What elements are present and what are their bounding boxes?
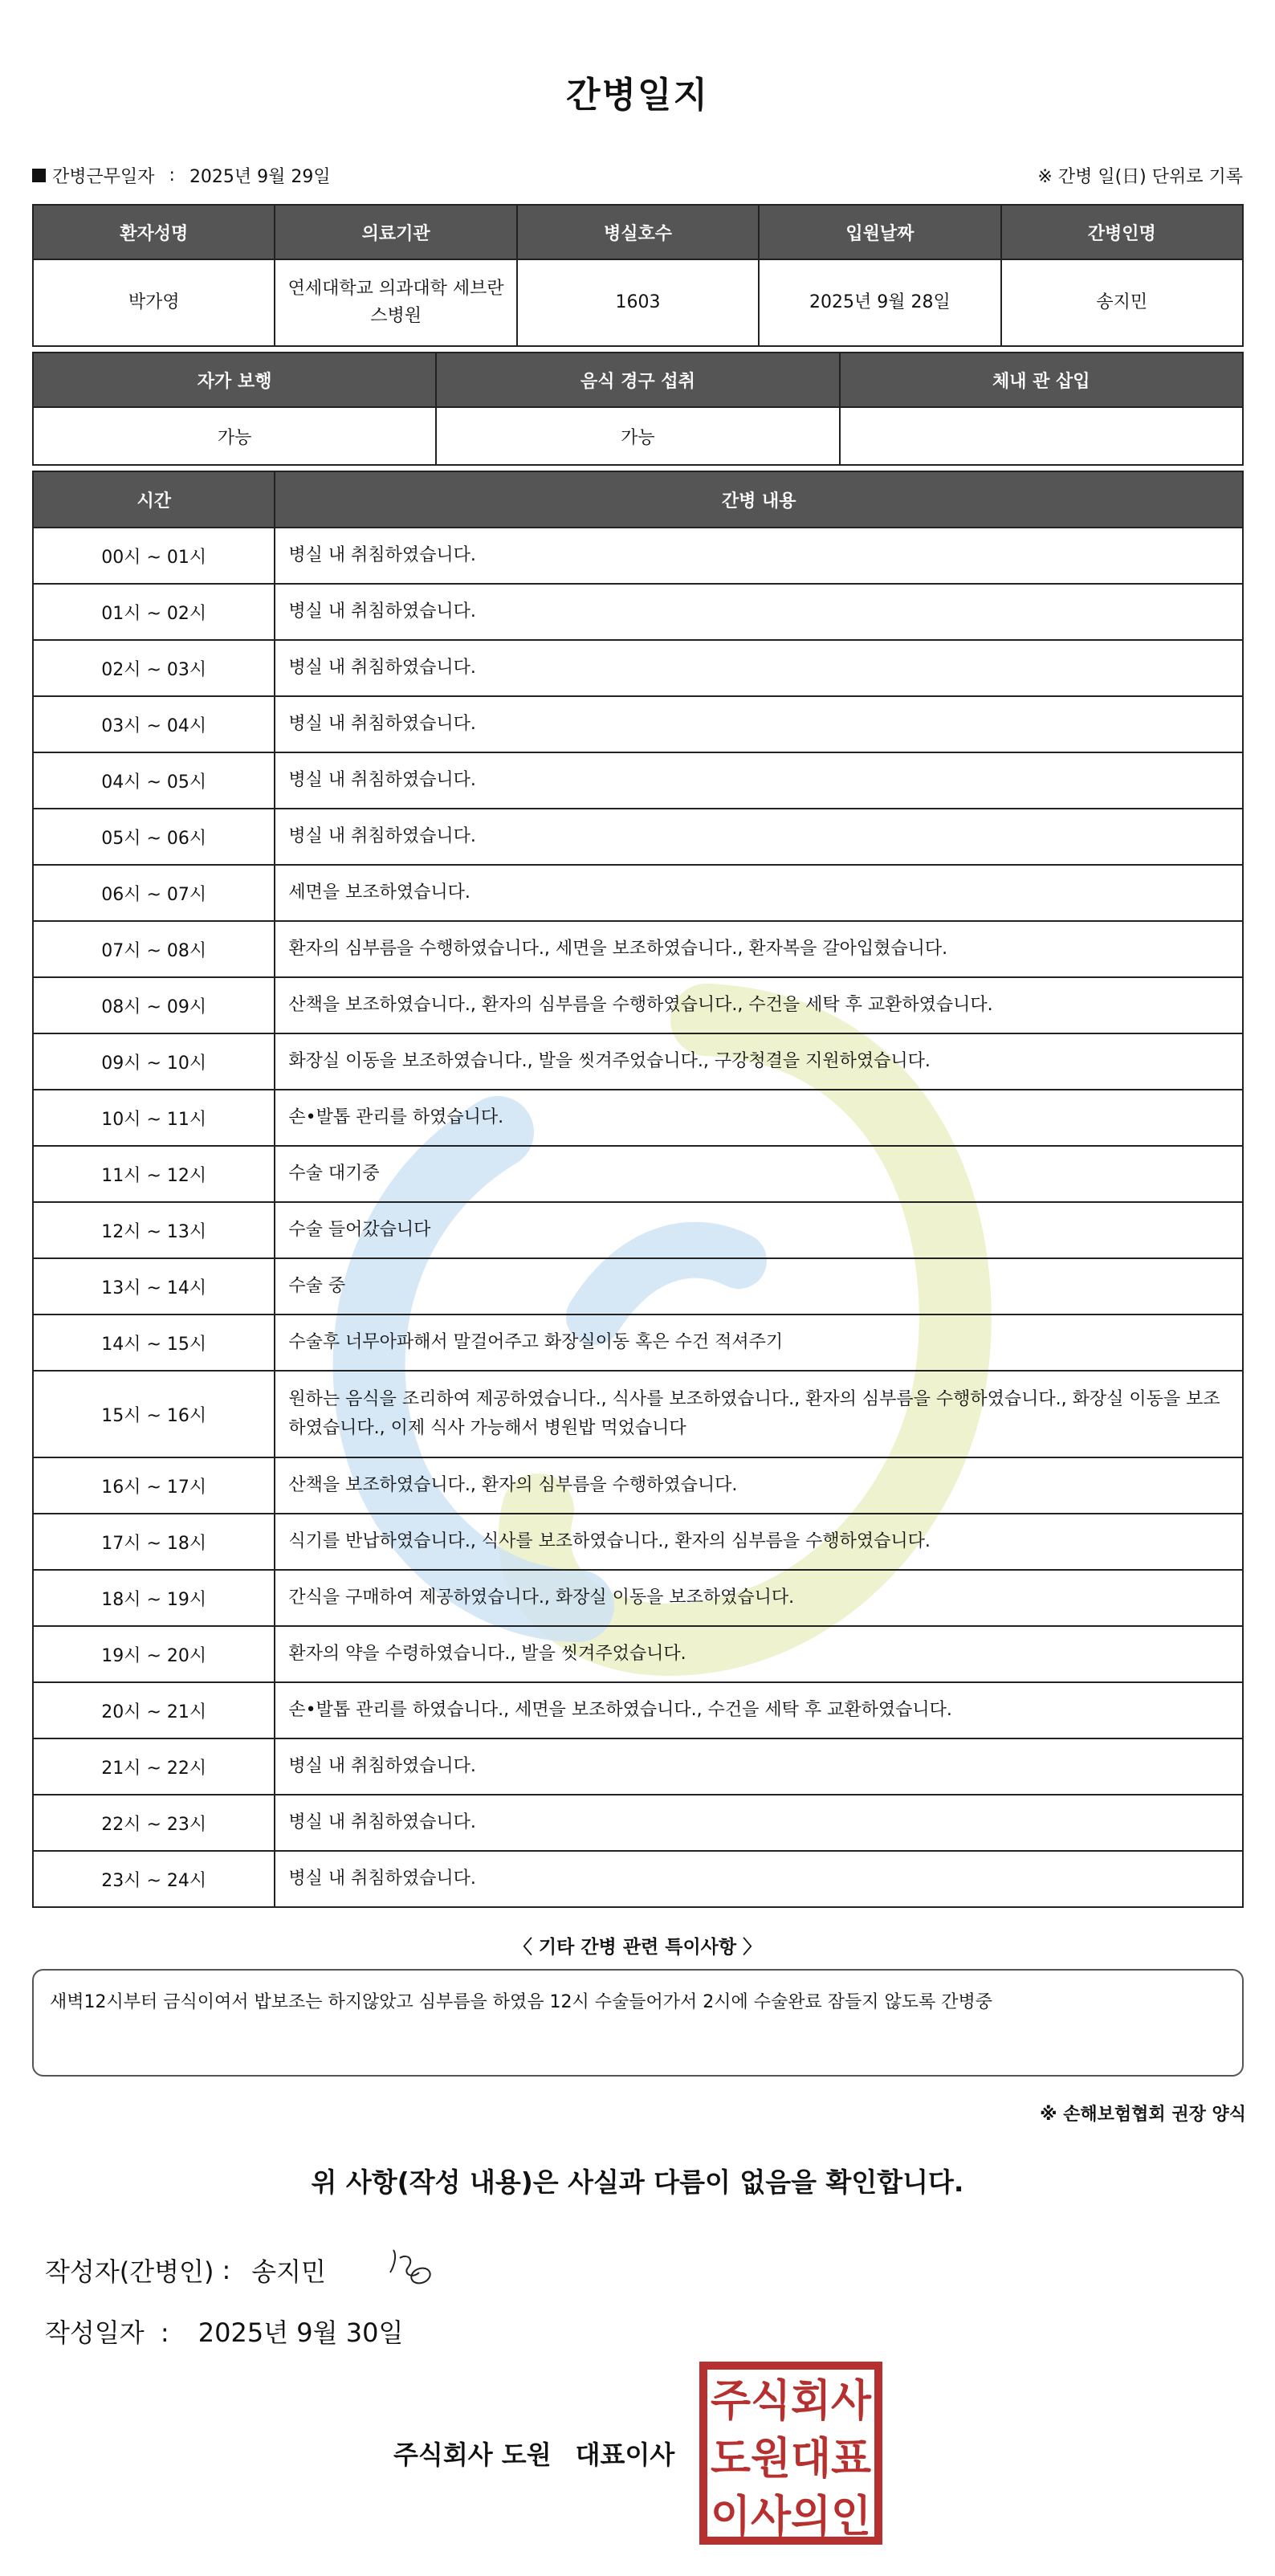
table-row (33, 1202, 1243, 1258)
company-seal-stamp (699, 2361, 883, 2545)
table-row (33, 865, 1243, 921)
care-content: 손•발톱 관리를 하였습니다., 세면을 보조하였습니다., 수건을 세탁 후 교환하였습니다. (275, 1682, 1243, 1738)
care-content: 병실 내 취침하였습니다. (275, 809, 1243, 865)
care-content: 수술 중 (275, 1258, 1243, 1314)
care-content: 수술 대기중 (275, 1146, 1243, 1202)
time-slot: 17시 ~ 18시 (33, 1514, 275, 1570)
table-row (33, 1090, 1243, 1146)
time-slot: 13시 ~ 14시 (33, 1258, 275, 1314)
header-room-number: 병실호수 (517, 205, 759, 259)
header-admission-date: 입원날짜 (759, 205, 1000, 259)
patient-name: 박가영 (33, 259, 275, 346)
patient-status-table (32, 352, 1244, 466)
header-caregiver-name: 간병인명 (1001, 205, 1243, 259)
header-patient-name: 환자성명 (33, 205, 275, 259)
care-content: 수술후 너무아파해서 말걸어주고 화장실이동 혹은 수건 적셔주기 (275, 1314, 1243, 1371)
time-slot: 04시 ~ 05시 (33, 752, 275, 809)
notes-box (32, 1969, 1244, 2077)
time-slot: 12시 ~ 13시 (33, 1202, 275, 1258)
header-self-walking: 자가 보행 (33, 353, 436, 407)
table-row (33, 696, 1243, 752)
company-name: 주식회사 도원 (393, 2439, 552, 2470)
time-slot: 14시 ~ 15시 (33, 1314, 275, 1371)
table-row (33, 1457, 1243, 1514)
time-slot: 09시 ~ 10시 (33, 1033, 275, 1090)
table-row (33, 1626, 1243, 1682)
table-row (33, 752, 1243, 809)
table-row (33, 640, 1243, 696)
time-slot: 11시 ~ 12시 (33, 1146, 275, 1202)
table-row (33, 1258, 1243, 1314)
svg-text:주식회사: 주식회사 (711, 2375, 872, 2426)
time-slot: 23시 ~ 24시 (33, 1851, 275, 1907)
care-content: 화장실 이동을 보조하였습니다., 발을 씻겨주었습니다., 구강청결을 지원하였습니다. (275, 1033, 1243, 1090)
company-title: 대표이사 (575, 2439, 675, 2470)
table-row (33, 584, 1243, 640)
table-row (33, 1795, 1243, 1851)
room-number: 1603 (517, 259, 759, 346)
written-date-value: 2025년 9월 30일 (198, 2317, 404, 2348)
time-slot: 06시 ~ 07시 (33, 865, 275, 921)
header-hospital: 의료기관 (275, 205, 516, 259)
writer-label: 작성자(간병인) (45, 2256, 214, 2287)
care-content: 병실 내 취침하였습니다. (275, 640, 1243, 696)
care-content: 병실 내 취침하였습니다. (275, 584, 1243, 640)
hospital-name: 연세대학교 의과대학 세브란스병원 (275, 259, 516, 346)
care-content: 수술 들어갔습니다 (275, 1202, 1243, 1258)
time-slot: 00시 ~ 01시 (33, 528, 275, 584)
recommend-note: ※ 손해보험협회 권장 양식 (1040, 2105, 1246, 2125)
table-row (33, 921, 1243, 977)
table-row (33, 1146, 1243, 1202)
patient-info-table (32, 204, 1244, 347)
self-walking-value: 가능 (33, 407, 436, 465)
table-row (33, 1570, 1243, 1626)
table-row (33, 977, 1243, 1033)
table-row (33, 809, 1243, 865)
time-slot: 18시 ~ 19시 (33, 1570, 275, 1626)
care-log-table (32, 471, 1244, 1908)
time-slot: 02시 ~ 03시 (33, 640, 275, 696)
time-slot: 10시 ~ 11시 (33, 1090, 275, 1146)
caregiver-name: 송지민 (1001, 259, 1243, 346)
table-row (33, 1314, 1243, 1371)
written-date-label: 작성일자 (45, 2317, 145, 2348)
unit-note: ※ 간병 일(日) 단위로 기록 (1037, 167, 1243, 187)
care-content: 병실 내 취침하였습니다. (275, 752, 1243, 809)
header-tube-insertion: 체내 관 삽입 (840, 353, 1243, 407)
time-slot: 15시 ~ 16시 (33, 1371, 275, 1457)
care-content: 세면을 보조하였습니다. (275, 865, 1243, 921)
admission-date: 2025년 9월 28일 (759, 259, 1000, 346)
header-oral-intake: 음식 경구 섭취 (436, 353, 839, 407)
document-title: 간병일지 (565, 75, 709, 116)
signature-image (384, 2240, 448, 2289)
care-content: 식기를 반납하였습니다., 식사를 보조하였습니다., 환자의 심부름을 수행하였습니다. (275, 1514, 1243, 1570)
header-time: 시간 (33, 471, 275, 528)
writer-row: 작성자(간병인) : 송지민 (45, 2252, 326, 2289)
table-row (33, 1033, 1243, 1090)
care-content: 산책을 보조하였습니다., 환자의 심부름을 수행하였습니다. (275, 1457, 1243, 1514)
care-content: 산책을 보조하였습니다., 환자의 심부름을 수행하였습니다., 수건을 세탁 후 교환하였습니다. (275, 977, 1243, 1033)
written-date-row: 작성일자 : 2025년 9월 30일 (45, 2317, 404, 2348)
care-content: 병실 내 취침하였습니다. (275, 1851, 1243, 1907)
care-content: 병실 내 취침하였습니다. (275, 696, 1243, 752)
time-slot: 19시 ~ 20시 (33, 1626, 275, 1682)
notes-text: 새벽12시부터 금식이여서 밥보조는 하지않았고 심부름을 하였음 12시 수술들어가서 2시에 수술완료 잠들지 않도록 간병중 (50, 1992, 993, 2012)
table-row (33, 1514, 1243, 1570)
table-row (33, 1851, 1243, 1907)
care-content: 병실 내 취침하였습니다. (275, 1795, 1243, 1851)
notes-title: 〈 기타 간병 관련 특이사항 〉 (513, 1937, 762, 1958)
time-slot: 01시 ~ 02시 (33, 584, 275, 640)
work-date-value: 2025년 9월 29일 (189, 167, 331, 187)
header-care-content: 간병 내용 (275, 471, 1243, 528)
svg-text:이사의인: 이사의인 (711, 2491, 871, 2541)
work-date-label: 간병근무일자 (52, 167, 155, 187)
care-content: 간식을 구매하여 제공하였습니다., 화장실 이동을 보조하였습니다. (275, 1570, 1243, 1626)
care-content: 환자의 약을 수령하였습니다., 발을 씻겨주었습니다. (275, 1626, 1243, 1682)
tube-insertion-value (840, 407, 1243, 465)
care-content: 병실 내 취침하였습니다. (275, 1738, 1243, 1795)
time-slot: 07시 ~ 08시 (33, 921, 275, 977)
time-slot: 22시 ~ 23시 (33, 1795, 275, 1851)
company-row (393, 2435, 674, 2472)
bullet-square-icon (32, 169, 46, 182)
care-content: 원하는 음식을 조리하여 제공하였습니다., 식사를 보조하였습니다., 환자의 심부름을 수행하였습니다., 화장실 이동을 보조하였습니다., 이제 식사 가능해서 병원밥 먹었습니다 (275, 1371, 1243, 1457)
time-slot: 21시 ~ 22시 (33, 1738, 275, 1795)
table-row (33, 528, 1243, 584)
writer-name: 송지민 (251, 2256, 326, 2287)
svg-text:도원대표: 도원대표 (711, 2433, 871, 2484)
table-row (33, 1371, 1243, 1457)
table-row (33, 1738, 1243, 1795)
time-slot: 05시 ~ 06시 (33, 809, 275, 865)
time-slot: 20시 ~ 21시 (33, 1682, 275, 1738)
care-content: 병실 내 취침하였습니다. (275, 528, 1243, 584)
confirmation-statement: 위 사항(작성 내용)은 사실과 다름이 없음을 확인합니다. (311, 2166, 964, 2198)
care-content: 손•발톱 관리를 하였습니다. (275, 1090, 1243, 1146)
care-content: 환자의 심부름을 수행하였습니다., 세면을 보조하였습니다., 환자복을 갈아입혔습니다. (275, 921, 1243, 977)
work-date-row: 간병근무일자 : 2025년 9월 29일 ※ 간병 일(日) 단위로 기록 (32, 163, 1243, 192)
time-slot: 08시 ~ 09시 (33, 977, 275, 1033)
time-slot: 16시 ~ 17시 (33, 1457, 275, 1514)
table-row (33, 1682, 1243, 1738)
time-slot: 03시 ~ 04시 (33, 696, 275, 752)
oral-intake-value: 가능 (436, 407, 839, 465)
